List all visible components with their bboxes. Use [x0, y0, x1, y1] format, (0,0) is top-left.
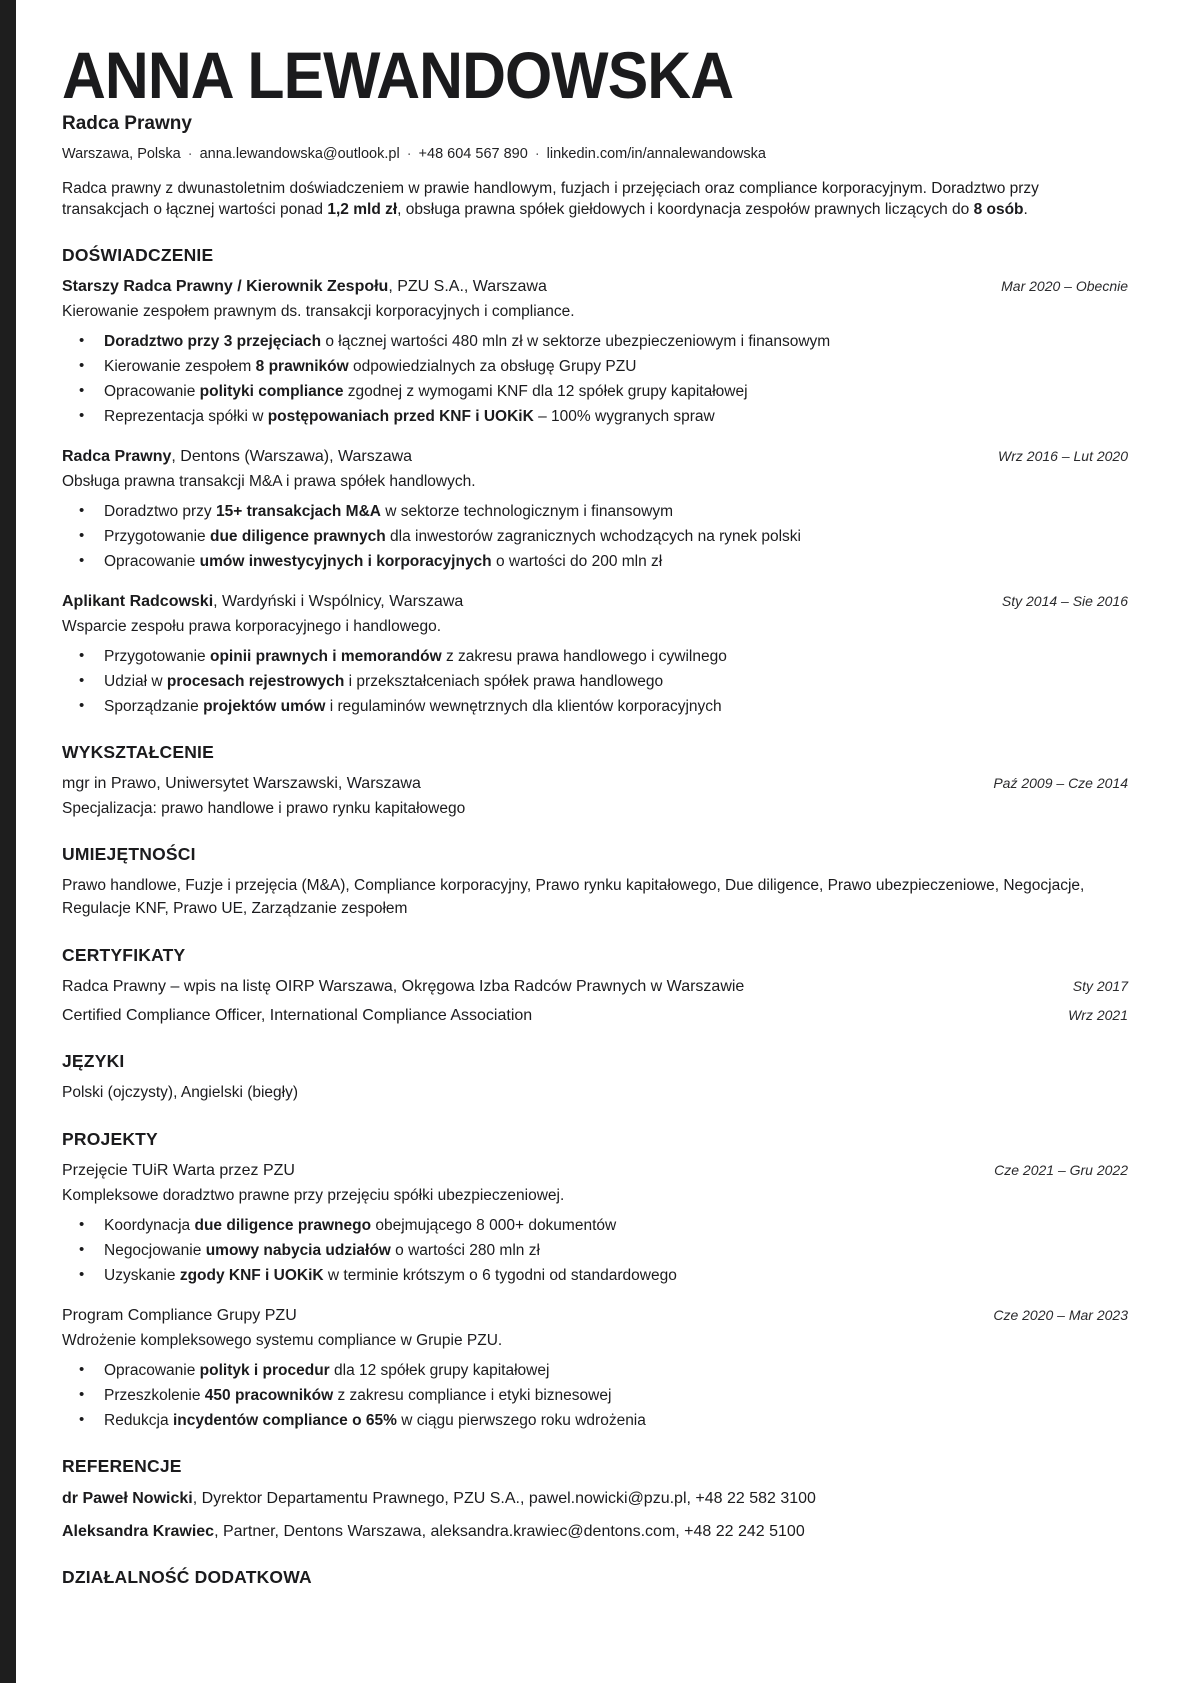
entry [62, 1521, 1128, 1542]
plain-text: zgodnej z wymogami KNF dla 12 spółek grupy kapitałowej [343, 382, 748, 400]
bullet-text [104, 503, 673, 520]
bullet-text [104, 528, 801, 545]
bullet-item [62, 1410, 1128, 1431]
person-job-title: Radca Prawny [62, 112, 192, 134]
plain-text: w ciągu pierwszego roku wdrożenia [396, 1411, 646, 1429]
emphasis-text: projektów umów [203, 697, 326, 715]
plain-text: Udział w [104, 672, 167, 690]
plain-text: Opracowanie [104, 552, 200, 570]
person-name: ANNA LEWANDOWSKA [62, 38, 734, 112]
section-heading-umiejetnosci: UMIEJĘTNOŚCI [62, 843, 196, 864]
sections-container [62, 245, 1128, 1588]
plain-text: o wartości 280 mln zł [390, 1241, 540, 1259]
section-projekty [62, 1129, 1128, 1431]
plain-text: Przejęcie TUiR Warta przez PZU [62, 1161, 295, 1179]
bullet-item [62, 501, 1128, 522]
entry [62, 446, 1128, 572]
bullet-marker: • [79, 1265, 85, 1283]
plain-text: Opracowanie [104, 382, 200, 400]
plain-text: Program Compliance Grupy PZU [62, 1306, 297, 1324]
section-heading-projekty: PROJEKTY [62, 1128, 158, 1149]
emphasis-text: 8 osób [973, 200, 1024, 218]
entry-header [62, 1160, 1128, 1181]
entry-title [62, 446, 412, 467]
plain-text: obejmującego 8 000+ dokumentów [371, 1216, 617, 1234]
section-heading-certyfikaty: CERTYFIKATY [62, 944, 186, 965]
emphasis-text: 1,2 mld zł [327, 200, 398, 218]
entry [62, 976, 1128, 997]
entry-title [62, 1521, 805, 1542]
entry [62, 773, 1128, 819]
plain-text: z zakresu prawa handlowego i cywilnego [441, 647, 727, 665]
entry-date: Sty 2014 – Sie 2016 [1001, 592, 1128, 609]
plain-text: – 100% wygranych spraw [533, 407, 715, 425]
section-heading-wyksztalcenie: WYKSZTAŁCENIE [62, 741, 214, 762]
bullet-marker: • [79, 1385, 85, 1403]
plain-text: Doradztwo przy [104, 502, 216, 520]
contact-email: anna.lewandowska@outlook.pl [199, 145, 400, 162]
plain-text: , obsługa prawna spółek giełdowych i koordynacja zespołów prawnych liczących do [397, 200, 974, 218]
bullet-item [62, 526, 1128, 547]
bullet-marker: • [79, 331, 85, 349]
bullet-marker: • [79, 1240, 85, 1258]
entry [62, 1488, 1128, 1509]
bullet-text [104, 648, 727, 665]
bullet-item [62, 1215, 1128, 1236]
plain-text: Uzyskanie [104, 1266, 180, 1284]
bullet-marker: • [79, 381, 85, 399]
emphasis-text: due diligence prawnych [209, 527, 386, 545]
plain-text: , Dentons (Warszawa), Warszawa [171, 447, 413, 465]
entry [62, 591, 1128, 717]
entry-date: Paź 2009 – Cze 2014 [993, 774, 1128, 791]
plain-text: o wartości do 200 mln zł [491, 552, 663, 570]
bullet-text [104, 673, 663, 690]
emphasis-text: umowy nabycia udziałów [205, 1241, 391, 1259]
bullet-item [62, 1385, 1128, 1406]
bullet-text [104, 1412, 646, 1429]
bullet-marker: • [79, 1215, 85, 1233]
plain-text: Negocjowanie [104, 1241, 206, 1259]
entry-title [62, 1005, 532, 1026]
bullet-item [62, 671, 1128, 692]
entry-description: Obsługa prawna transakcji M&A i prawa spółek handlowych. [62, 472, 476, 490]
entry-header [62, 591, 1128, 612]
emphasis-text: Aplikant Radcowski [62, 592, 214, 610]
plain-text: i przekształceniach spółek prawa handlowego [344, 672, 664, 690]
bullet-marker: • [79, 406, 85, 424]
section-heading-doswiadczenie: DOŚWIADCZENIE [62, 244, 214, 265]
section-heading-jezyki: JĘZYKI [62, 1050, 125, 1071]
entry-date: Cze 2020 – Mar 2023 [993, 1306, 1128, 1323]
entry-title [62, 591, 463, 612]
section-paragraph-umiejetnosci: Prawo handlowe, Fuzje i przejęcia (M&A), Compliance korporacyjny, Prawo rynku kapitałowego, Due diligence, Prawo ubezpieczeniowe, Negocjacje, Regulacje KNF, Prawo UE, Zarządzanie zespołem [62, 876, 1085, 917]
entry-title [62, 1160, 295, 1181]
entry-date: Sty 2017 [1072, 977, 1128, 994]
bullet-text [104, 1267, 677, 1284]
entry-date: Wrz 2016 – Lut 2020 [998, 447, 1128, 464]
plain-text: w sektorze technologicznym i finansowym [380, 502, 674, 520]
plain-text: . [1023, 200, 1028, 218]
bullet-marker: • [79, 551, 85, 569]
plain-text: Przygotowanie [104, 647, 210, 665]
bullet-text [104, 553, 662, 570]
emphasis-text: due diligence prawnego [194, 1216, 372, 1234]
plain-text: i regulaminów wewnętrznych dla klientów korporacyjnych [325, 697, 722, 715]
entry-title [62, 1488, 816, 1509]
emphasis-text: postępowaniach przed KNF i UOKiK [267, 407, 534, 425]
entry-date: Mar 2020 – Obecnie [1001, 277, 1128, 294]
bullet-marker: • [79, 1360, 85, 1378]
entry-date: Cze 2021 – Gru 2022 [994, 1161, 1128, 1178]
contact-separator: · [187, 145, 193, 162]
bullet-item [62, 646, 1128, 667]
plain-text: Reprezentacja spółki w [104, 407, 268, 425]
entry-header [62, 976, 1128, 997]
bullet-text [104, 408, 715, 425]
bullet-item [62, 331, 1128, 352]
bullet-marker: • [79, 526, 85, 544]
bullet-item [62, 356, 1128, 377]
emphasis-text: dr Paweł Nowicki [62, 1489, 193, 1507]
section-paragraph-jezyki: Polski (ojczysty), Angielski (biegły) [62, 1083, 299, 1101]
plain-text: odpowiedzialnych za obsługę Grupy PZU [348, 357, 637, 375]
section-umiejetnosci [62, 844, 1128, 920]
emphasis-text: incydentów compliance o 65% [172, 1411, 397, 1429]
entry-header [62, 1005, 1128, 1026]
section-wyksztalcenie [62, 742, 1128, 819]
entry-title [62, 1305, 297, 1326]
entry-header [62, 1521, 1128, 1542]
bullet-item [62, 1240, 1128, 1261]
entry-header [62, 1488, 1128, 1509]
bullet-item [62, 381, 1128, 402]
plain-text: Radca prawny z dwunastoletnim doświadczeniem w prawie handlowym, fuzjach i przejęciach oraz compliance korporacyjnym. Doradztwo przy transakcjach o łącznej wartości ponad [62, 179, 1039, 218]
contact-location: Warszawa, Polska [62, 145, 181, 162]
emphasis-text: Radca Prawny [62, 447, 172, 465]
plain-text: Opracowanie [104, 1361, 200, 1379]
plain-text: dla inwestorów zagranicznych wchodzących na rynek polski [385, 527, 801, 545]
contact-separator: · [534, 145, 540, 162]
bullet-marker: • [79, 356, 85, 374]
emphasis-text: opinii prawnych i memorandów [209, 647, 442, 665]
plain-text: mgr in Prawo, Uniwersytet Warszawski, Warszawa [62, 774, 421, 792]
bullet-text [104, 698, 722, 715]
entry-description: Wsparcie zespołu prawa korporacyjnego i handlowego. [62, 617, 442, 635]
entry-title [62, 773, 421, 794]
bullet-text [104, 1242, 540, 1259]
resume-header [62, 38, 1128, 220]
plain-text: Przygotowanie [104, 527, 210, 545]
bullet-marker: • [79, 1410, 85, 1428]
emphasis-text: Doradztwo przy 3 przejęciach [104, 332, 322, 350]
section-certyfikaty [62, 945, 1128, 1026]
bullet-list [62, 1215, 1128, 1286]
entry-header [62, 276, 1128, 297]
section-heading-dzialalnosc-dodatkowa: DZIAŁALNOŚĆ DODATKOWA [62, 1566, 312, 1587]
emphasis-text: 15+ transakcjach M&A [215, 502, 381, 520]
plain-text: dla 12 spółek grupy kapitałowej [329, 1361, 550, 1379]
plain-text: o łącznej wartości 480 mln zł w sektorze ubezpieczeniowym i finansowym [321, 332, 831, 350]
section-dzialalnosc-dodatkowa [62, 1567, 1128, 1588]
plain-text: Przeszkolenie [104, 1386, 205, 1404]
entry [62, 1160, 1128, 1286]
emphasis-text: procesach rejestrowych [166, 672, 345, 690]
emphasis-text: 8 prawników [255, 357, 349, 375]
entry [62, 276, 1128, 427]
entry-header [62, 1305, 1128, 1326]
entry-description: Wdrożenie kompleksowego systemu compliance w Grupie PZU. [62, 1331, 503, 1349]
entry-title [62, 976, 744, 997]
emphasis-text: Aleksandra Krawiec [62, 1522, 215, 1540]
plain-text: Radca Prawny – wpis na listę OIRP Warszawa, Okręgowa Izba Radców Prawnych w Warszawie [62, 977, 745, 995]
bullet-text [104, 1387, 611, 1404]
emphasis-text: umów inwestycyjnych i korporacyjnych [199, 552, 492, 570]
bullet-item [62, 551, 1128, 572]
entry-description: Specjalizacja: prawo handlowe i prawo rynku kapitałowego [62, 799, 466, 817]
emphasis-text: 450 pracowników [204, 1386, 334, 1404]
bullet-list [62, 501, 1128, 572]
contact-separator: · [406, 145, 412, 162]
entry-date: Wrz 2021 [1068, 1006, 1128, 1023]
entry-description: Kierowanie zespołem prawnym ds. transakcji korporacyjnych i compliance. [62, 302, 575, 320]
bullet-item [62, 406, 1128, 427]
page-left-edge-bar [0, 0, 16, 1683]
contact-linkedin: linkedin.com/in/annalewandowska [546, 145, 766, 162]
summary-paragraph [62, 178, 1128, 220]
plain-text: , Wardyński i Wspólnicy, Warszawa [213, 592, 464, 610]
emphasis-text: zgody KNF i UOKiK [179, 1266, 324, 1284]
plain-text: , Partner, Dentons Warszawa, aleksandra.krawiec@dentons.com, +48 22 242 5100 [214, 1522, 805, 1540]
bullet-text [104, 1362, 549, 1379]
section-jezyki [62, 1051, 1128, 1104]
emphasis-text: Starszy Radca Prawny / Kierownik Zespołu [62, 277, 389, 295]
bullet-item [62, 1265, 1128, 1286]
bullet-marker: • [79, 671, 85, 689]
entry [62, 1005, 1128, 1026]
entry-header [62, 773, 1128, 794]
plain-text: Certified Compliance Officer, International Compliance Association [62, 1006, 533, 1024]
emphasis-text: polityki compliance [199, 382, 344, 400]
plain-text: Redukcja [104, 1411, 173, 1429]
bullet-list [62, 331, 1128, 427]
section-heading-referencje: REFERENCJE [62, 1455, 182, 1476]
plain-text: w terminie krótszym o 6 tygodni od standardowego [323, 1266, 677, 1284]
bullet-text [104, 358, 636, 375]
bullet-text [104, 383, 748, 400]
bullet-text [104, 1217, 616, 1234]
emphasis-text: polityk i procedur [199, 1361, 330, 1379]
bullet-item [62, 696, 1128, 717]
bullet-marker: • [79, 696, 85, 714]
plain-text: Koordynacja [104, 1216, 195, 1234]
entry-header [62, 446, 1128, 467]
section-referencje [62, 1456, 1128, 1542]
bullet-list [62, 646, 1128, 717]
entry [62, 1305, 1128, 1431]
contact-line [62, 146, 1128, 162]
plain-text: , PZU S.A., Warszawa [388, 277, 547, 295]
bullet-list [62, 1360, 1128, 1431]
plain-text: , Dyrektor Departamentu Prawnego, PZU S.A., pawel.nowicki@pzu.pl, +48 22 582 3100 [192, 1489, 816, 1507]
plain-text: Sporządzanie [104, 697, 204, 715]
contact-phone: +48 604 567 890 [418, 145, 528, 162]
plain-text: z zakresu compliance i etyki biznesowej [333, 1386, 612, 1404]
entry-title [62, 276, 547, 297]
bullet-text [104, 333, 830, 350]
bullet-marker: • [79, 646, 85, 664]
bullet-marker: • [79, 501, 85, 519]
entry-description: Kompleksowe doradztwo prawne przy przejęciu spółki ubezpieczeniowej. [62, 1186, 565, 1204]
plain-text: Kierowanie zespołem [104, 357, 256, 375]
section-doswiadczenie [62, 245, 1128, 717]
bullet-item [62, 1360, 1128, 1381]
